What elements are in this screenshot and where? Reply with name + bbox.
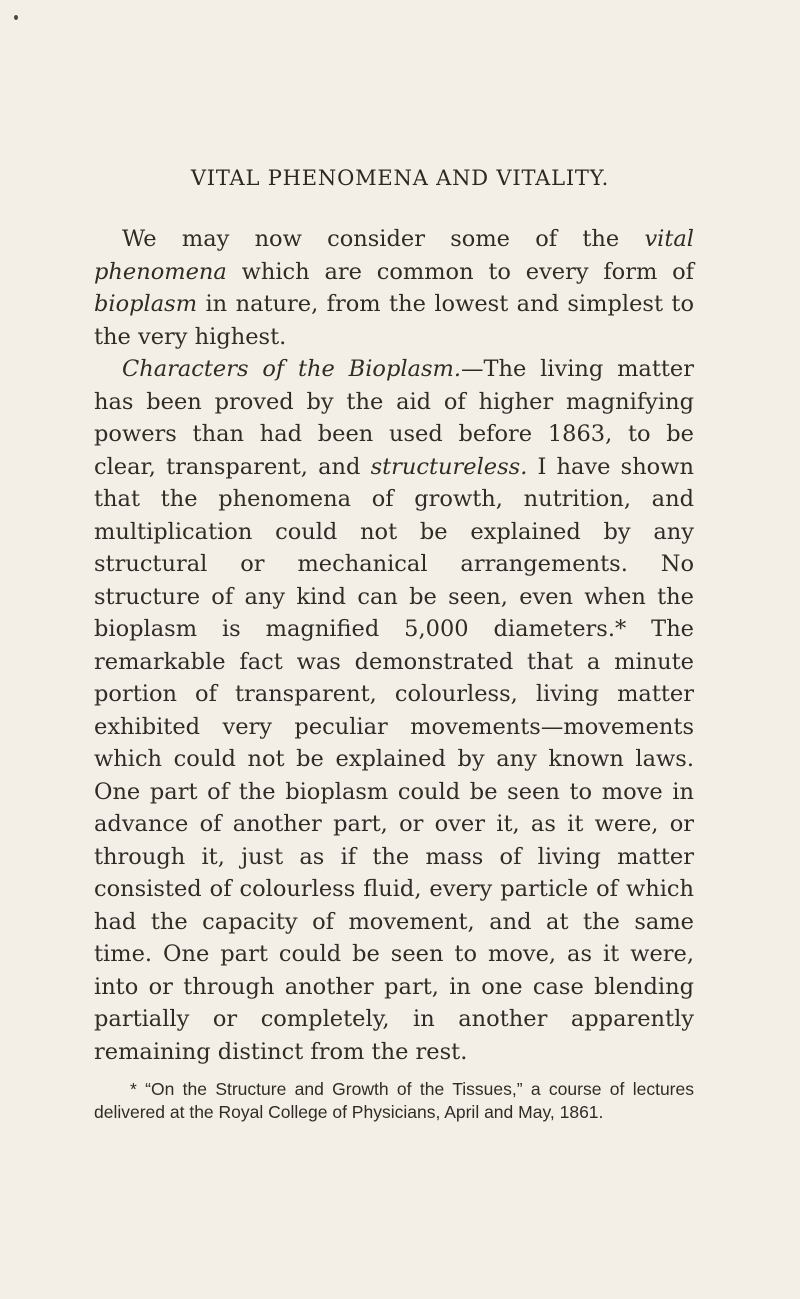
ink-speck: [14, 15, 18, 20]
para2-text-1: —The living matter has been proved by the aid of higher magnifying powers than had been used before 1863, to be clear, transparent, and: [94, 356, 695, 480]
para1-text-1: We may now consider some of the: [122, 226, 645, 252]
body-text: [94, 223, 694, 1068]
para2-italic-structureless: structureless.: [370, 453, 528, 480]
para1-italic-vital-phenomena: vital phenomena: [94, 226, 694, 285]
para1-text-3: in nature, from the lowest and simplest to the very highest.: [94, 291, 694, 350]
paragraph-vital-phenomena: [94, 223, 694, 353]
paragraph-characters-of-bioplasm: [94, 353, 694, 1068]
section-heading-characters-of-bioplasm: Characters of the Bioplasm.: [122, 356, 461, 382]
footnote: * “On the Structure and Growth of the Tissues,” a course of lectures delivered at the Royal College of Physicians, April and May, 1861.: [94, 1079, 694, 1122]
para1-text-2: which are common to every form of: [226, 258, 694, 285]
para1-italic-bioplasm: bioplasm: [94, 291, 198, 317]
running-head: VITAL PHENOMENA AND VITALITY.: [190, 166, 610, 190]
para2-text-2: I have shown that the phenomena of growth, nutrition, and multiplication could not be explained by any structural or mechanical arrangements. No structure of any kind can be seen, even when the bioplasm is magnified 5,000 diameters.* The remarkable fact was demonstrated that a minute portion of transparent, colourless, living matter exhibited very peculiar movements—movements which could not be explained by any known laws. One part of the bioplasm could be seen to move in advance of another part, or over it, as it were, or through it, just as if the mass of living matter consisted of colourless fluid, every particle of which had the capacity of movement, and at the same time. One part could be seen to move, as it were, into or through another part, in one case blending partially or completely, in another apparently remaining distinct from the rest.: [94, 453, 694, 1065]
